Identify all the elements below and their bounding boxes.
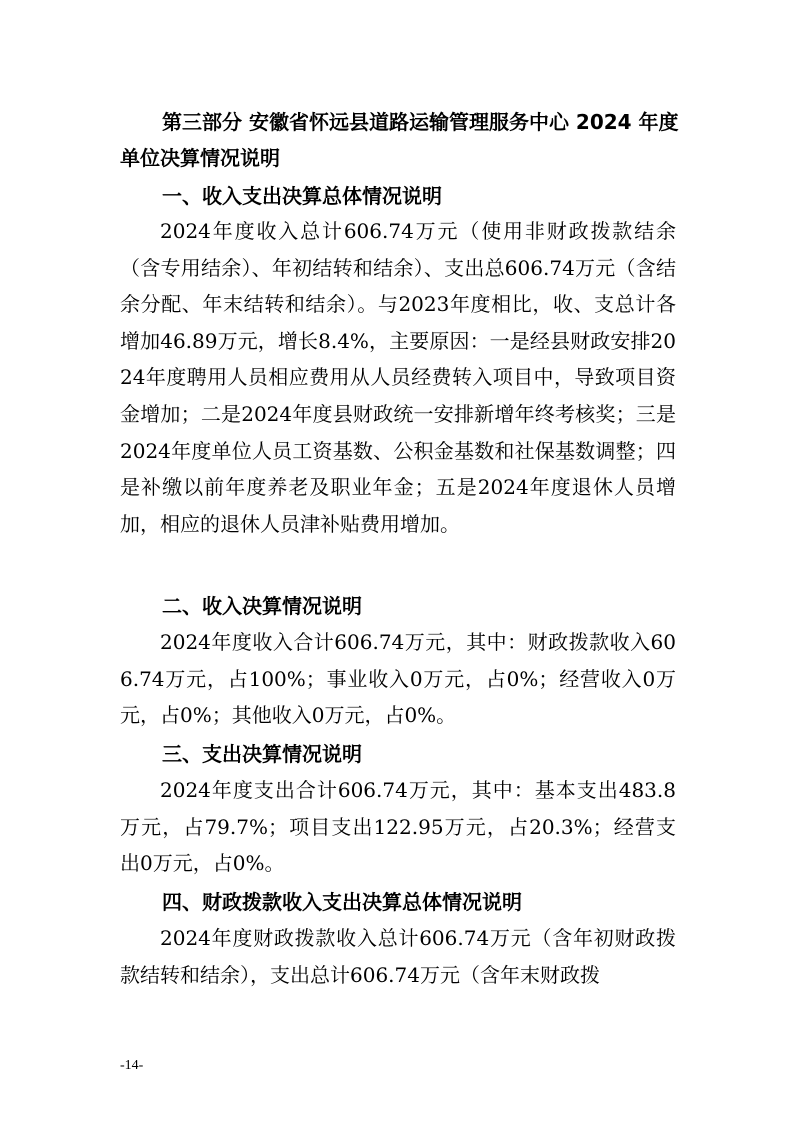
section-paragraph-3: 2024年度支出合计606.74万元，其中：基本支出483.8万元，占79.7%；项目支出122.95万元，占20.3%；经营支出0万元，占0%。	[120, 778, 676, 876]
page-title: 第三部分 安徽省怀远县道路运输管理服务中心 2024 年度单位决算情况说明	[120, 110, 679, 170]
section-paragraph-1: 2024年度收入总计606.74万元（使用非财政拨款结余（含专用结余）、年初结转和结余）、支出总606.74万元（含结余分配、年末结转和结余）。与2023年度相比，收、支总计各增加46.89万元，增长8.4%，主要原因：一是经县财政安排2024年度聘用人员相应费用从人员经费转入项目中，导致项目资金增加；二是2024年度县财政统一安排新增年终考核奖；三是2024年度单位人员工资基数、公积金基数和社保基数调整；四是补缴以前年度养老及职业年金；五是2024年度退休人员增加，相应的退休人员津补贴费用增加。	[120, 219, 676, 536]
page-number: -14-	[120, 1058, 144, 1073]
section-heading-1: 一、收入支出决算总体情况说明	[162, 184, 442, 208]
section-heading-3: 三、支出决算情况说明	[162, 742, 362, 766]
section-paragraph-4: 2024年度财政拨款收入总计606.74万元（含年初财政拨款结转和结余），支出总计606.74万元（含年末财政拨	[120, 926, 676, 987]
section-heading-4: 四、财政拨款收入支出决算总体情况说明	[162, 890, 522, 914]
section-heading-2: 二、收入决算情况说明	[162, 594, 362, 618]
section-paragraph-2: 2024年度收入合计606.74万元，其中：财政拨款收入606.74万元，占100%；事业收入0万元，占0%；经营收入0万元，占0%；其他收入0万元，占0%。	[120, 630, 676, 728]
